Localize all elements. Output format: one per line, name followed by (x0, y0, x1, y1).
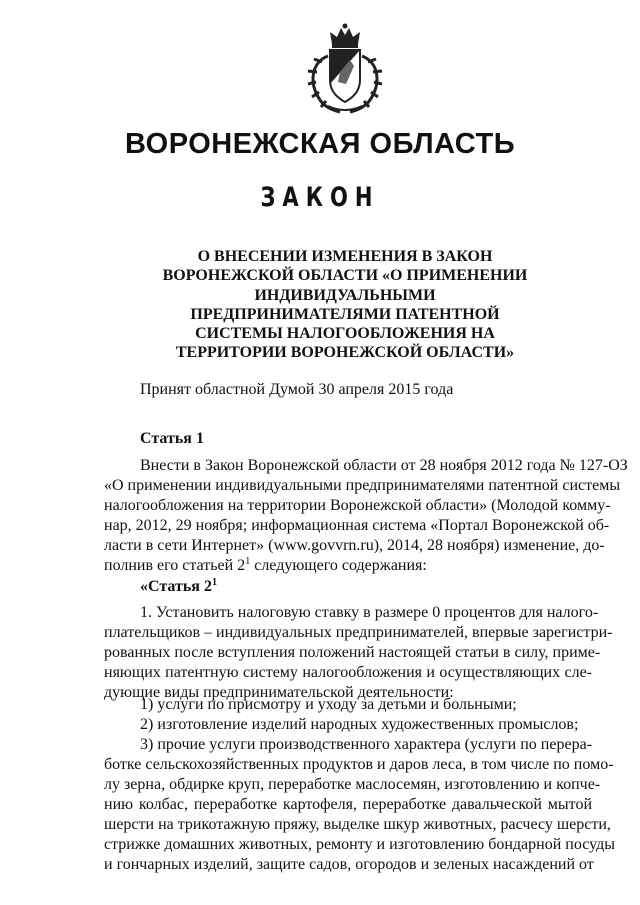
text-fragment: следующего содержания: (250, 557, 427, 574)
law-title-line: СИСТЕМЫ НАЛОГООБЛОЖЕНИЯ НА (195, 325, 495, 343)
text-line: плательщиков – индивидуальных предпринимателей, впервые зарегистри- (104, 624, 613, 641)
text-line: и гончарных изделий, защите садов, огородов и зеленых насаждений от (104, 856, 594, 873)
law-title-line: О ВНЕСЕНИИ ИЗМЕНЕНИЯ В ЗАКОН (197, 248, 493, 265)
law-title (140, 247, 550, 363)
text-line: ласти в сети Интернет» (www.govvrn.ru), 2014, 28 ноября) изменение, до- (104, 537, 605, 554)
superscript: 1 (211, 577, 217, 588)
article-2-heading-text: «Статья 2 (140, 578, 212, 595)
text-line: 3) прочие услуги производственного характера (услуги по перера- (140, 736, 592, 753)
text-line: шерсти на трикотажную пряжу, выделке шкур животных, расчесу шерсти, (104, 816, 611, 833)
article-2-paragraph-3 (104, 735, 615, 875)
law-title-line: ИНДИВИДУАЛЬНЫМИ (254, 286, 436, 304)
list-item: 2) изготовление изделий народных художественных промыслов; (140, 716, 579, 733)
text-line: нар, 2012, 29 ноября; информационная система «Портал Воронежской об- (104, 517, 610, 534)
text-line: налогообложения на территории Воронежской области» (Молодой комму- (104, 497, 611, 514)
text-fragment: полнив его статьей 2 (104, 557, 246, 574)
article-1-heading: Статья 1 (140, 430, 204, 447)
coat-of-arms-icon (302, 22, 388, 114)
text-line: лу зерна, обдирке круп, переработке маслосемян, изготовлению и копче- (104, 776, 601, 793)
text-line: ботке сельскохозяйственных продуктов и даров леса, в том числе по помо- (104, 756, 614, 773)
text-line: нию колбас, переработке картофеля, переработке давальческой мытой (104, 796, 592, 813)
law-title-line: ТЕРРИТОРИИ ВОРОНЕЖСКОЙ ОБЛАСТИ» (175, 344, 515, 362)
article-2-items (104, 695, 592, 735)
text-line: дующие виды предпринимательской деятельности: (104, 684, 454, 701)
text-line: Внести в Закон Воронежской области от 28 ноября 2012 года № 127-ОЗ (140, 457, 628, 474)
law-heading: ЗАКОН (260, 182, 380, 213)
article-2-paragraph-1 (104, 603, 613, 703)
law-title-line: ПРЕДПРИНИМАТЕЛЯМИ ПАТЕНТНОЙ (190, 305, 500, 323)
text-line (104, 556, 592, 576)
law-title-line: ВОРОНЕЖСКОЙ ОБЛАСТИ «О ПРИМЕНЕНИИ (162, 267, 528, 285)
adoption-date: Принят областной Думой 30 апреля 2015 года (140, 381, 454, 398)
superscript: 1 (245, 556, 251, 567)
region-name: ВОРОНЕЖСКАЯ ОБЛАСТЬ (124, 128, 516, 160)
text-line: «О применении индивидуальными предпринимателями патентной системы (104, 477, 621, 494)
article-1-text (104, 456, 628, 576)
list-item: 1) услуги по присмотру и уходу за детьми и больными; (140, 696, 517, 713)
text-line: рованных после вступления положений настоящей статьи в силу, приме- (104, 644, 601, 661)
text-line: няющих патентную систему налогообложения и осуществляющих сле- (104, 664, 592, 681)
text-line: 1. Установить налоговую ставку в размере 0 процентов для налого- (140, 604, 599, 621)
text-line: стрижке домашних животных, ремонту и изготовлению бондарной посуды (104, 836, 615, 853)
article-2-heading (140, 578, 217, 596)
